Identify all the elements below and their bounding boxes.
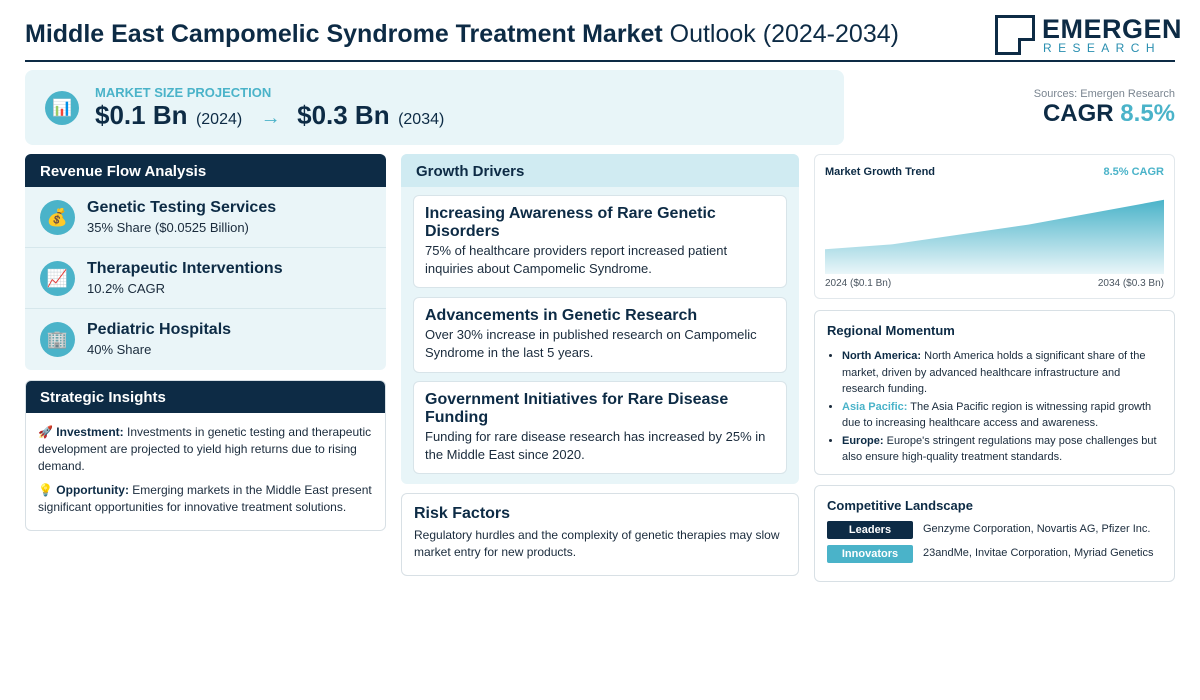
innovators-list: 23andMe, Invitae Corporation, Myriad Genetics <box>923 547 1154 559</box>
revenue-item-sub: 40% Share <box>87 342 152 357</box>
region-item <box>842 433 1162 466</box>
start-year: (2024) <box>195 111 243 128</box>
trend-start-label: 2024 ($0.1 Bn) <box>825 278 892 289</box>
growth-drivers-title: Growth Drivers <box>401 154 799 187</box>
region-item <box>842 399 1162 432</box>
leaders-list: Genzyme Corporation, Novartis AG, Pfizer Inc. <box>923 523 1151 535</box>
lightbulb-icon: 💡 <box>38 483 53 497</box>
revenue-flow-card <box>25 154 386 370</box>
risk-factors-text: Regulatory hurdles and the complexity of genetic therapies may slow market entry for new products. <box>414 528 780 559</box>
strategic-insights-card <box>25 380 386 531</box>
region-text: The Asia Pacific region is witnessing rapid growth due to increasing healthcare access and awareness. <box>842 400 1152 429</box>
revenue-item-title: Genetic Testing Services <box>87 199 277 216</box>
investment-label: Investment: <box>56 425 124 439</box>
projection-values <box>95 100 444 131</box>
title-bold: Middle East Campomelic Syndrome Treatment Market <box>25 20 663 48</box>
arrow-right-icon: → <box>260 107 281 129</box>
trend-end-label: 2034 ($0.3 Bn) <box>1097 278 1164 289</box>
logo-mark-icon <box>995 15 1035 55</box>
money-bag-icon: 💰 <box>40 200 75 235</box>
bar-chart-icon: 📊 <box>45 91 79 125</box>
chart-increasing-icon: 📈 <box>40 261 75 296</box>
region-item <box>842 348 1162 398</box>
page-title <box>25 20 899 49</box>
driver-item <box>413 195 787 288</box>
risk-factors-title: Risk Factors <box>414 505 511 522</box>
trend-cagr: 8.5% CAGR <box>1103 166 1164 178</box>
region-name: Asia Pacific: <box>842 400 908 413</box>
page-header <box>25 12 1183 62</box>
sources-note: Sources: Emergen Research <box>1033 88 1175 100</box>
strategic-insights-title: Strategic Insights <box>25 380 386 413</box>
market-size-projection <box>25 70 844 145</box>
end-value: $0.3 Bn <box>297 100 390 130</box>
growth-drivers-card <box>401 154 799 484</box>
investment-insight <box>38 424 373 475</box>
region-text: Europe's stringent regulations may pose challenges but also ensure high-quality treatment standards. <box>842 434 1157 463</box>
driver-item <box>413 297 787 373</box>
competitive-landscape-title: Competitive Landscape <box>827 498 973 513</box>
regional-momentum-card <box>814 310 1175 475</box>
revenue-item-sub: 10.2% CAGR <box>87 281 166 296</box>
start-value: $0.1 Bn <box>95 100 188 130</box>
cagr-display <box>1043 100 1175 128</box>
strategic-insights-body <box>26 413 385 531</box>
revenue-flow-title: Revenue Flow Analysis <box>25 154 386 187</box>
investment-text: Investments in genetic testing and therapeutic development are projected to yield high returns due to rising demand. <box>38 425 372 473</box>
regional-momentum-title: Regional Momentum <box>827 323 955 338</box>
driver-title: Government Initiatives for Rare Disease Funding <box>425 391 729 426</box>
region-name: North America: <box>842 350 922 362</box>
driver-text: Over 30% increase in published research on Campomelic Syndrome in the last 5 years. <box>425 327 757 360</box>
revenue-item-title: Pediatric Hospitals <box>87 321 232 338</box>
risk-factors-card <box>401 493 799 576</box>
competitive-landscape-card <box>814 485 1175 582</box>
opportunity-label: Opportunity: <box>56 483 129 497</box>
revenue-item <box>25 309 386 370</box>
region-text: North America holds a significant share of the market, driven by advanced healthcare infrastructure and research funding. <box>842 350 1146 395</box>
region-list <box>827 348 1162 466</box>
cagr-value: 8.5% <box>1120 100 1175 127</box>
revenue-item-sub: 35% Share ($0.0525 Billion) <box>87 220 249 235</box>
revenue-item <box>25 187 386 248</box>
opportunity-text: Emerging markets in the Middle East present significant opportunities for innovative treatment solutions. <box>38 483 372 514</box>
emergen-logo <box>995 14 1183 56</box>
trend-title: Market Growth Trend <box>825 166 936 178</box>
driver-item <box>413 381 787 474</box>
driver-title: Advancements in Genetic Research <box>425 307 698 324</box>
projection-label: MARKET SIZE PROJECTION <box>95 85 272 100</box>
opportunity-insight <box>38 482 373 516</box>
hospital-icon: 🏢 <box>40 322 75 357</box>
driver-text: Funding for rare disease research has increased by 25% in the Middle East since 2020. <box>425 429 766 462</box>
trend-area <box>825 200 1164 274</box>
innovators-badge: Innovators <box>827 545 913 563</box>
title-light: Outlook (2024-2034) <box>669 20 899 48</box>
driver-title: Increasing Awareness of Rare Genetic Disorders <box>425 205 716 240</box>
logo-name: EMERGEN <box>1042 14 1183 44</box>
revenue-item-title: Therapeutic Interventions <box>87 260 283 277</box>
leaders-badge: Leaders <box>827 521 913 539</box>
driver-text: 75% of healthcare providers report increased patient inquiries about Campomelic Syndrome. <box>425 243 728 276</box>
logo-subtitle: RESEARCH <box>1043 41 1161 55</box>
cagr-label: CAGR <box>1042 100 1114 127</box>
revenue-item <box>25 248 386 309</box>
region-name: Europe: <box>842 434 884 447</box>
market-growth-trend-card <box>814 154 1175 299</box>
rocket-icon: 🚀 <box>38 425 53 439</box>
end-year: (2034) <box>398 111 445 128</box>
trend-area-chart <box>825 185 1164 274</box>
